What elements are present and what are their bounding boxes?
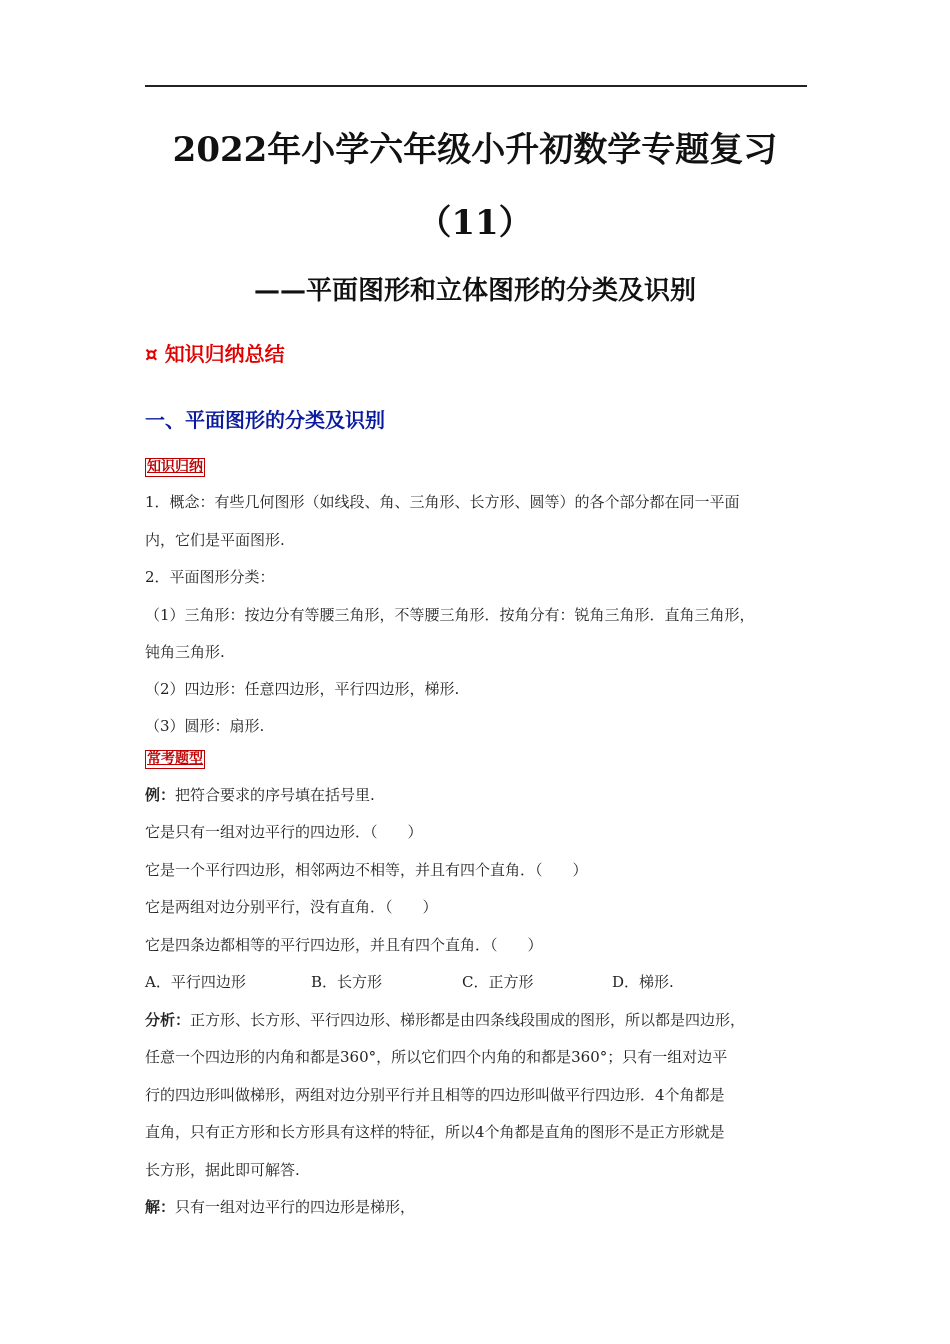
option-d: D．梯形. — [612, 973, 674, 991]
example-line — [145, 785, 817, 805]
knowledge-summary-heading: ¤ 知识归纳总结 — [145, 342, 285, 366]
quadrilateral-line: （2）四边形：任意四边形，平行四边形，梯形. — [145, 680, 460, 698]
common-questions-tag: 常考题型 — [147, 751, 203, 767]
triangle-line-1: （1）三角形：按边分有等腰三角形，不等腰三角形．按角分有：锐角三角形．直角三角形， — [145, 606, 755, 624]
analysis-text-1: 正方形、长方形、平行四边形、梯形都是由四条线段围成的图形，所以都是四边形， — [190, 1011, 746, 1029]
question-4: 它是四条边都相等的平行四边形，并且有四个直角．（ ） — [145, 936, 543, 954]
solution-label: 解： — [145, 1198, 176, 1216]
triangle-line-2: 钝角三角形. — [145, 643, 225, 661]
concept-line-2: 内，它们是平面图形. — [145, 531, 285, 549]
analysis-line-5: 长方形，据此即可解答. — [145, 1161, 300, 1179]
analysis-line-3: 行的四边形叫做梯形，两组对边分别平行并且相等的四边形叫做平行四边形．4个角都是 — [145, 1086, 725, 1104]
example-label: 例： — [145, 786, 176, 804]
question-1: 它是只有一组对边平行的四边形．（ ） — [145, 823, 423, 841]
option-b: B．长方形 — [311, 973, 383, 991]
header-rule — [145, 85, 807, 87]
question-3: 它是两组对边分别平行，没有直角．（ ） — [145, 898, 438, 916]
solution-line — [145, 1197, 817, 1217]
example-text: 把符合要求的序号填在括号里. — [175, 786, 375, 804]
page-title-number: （11） — [417, 203, 533, 243]
solution-text: 只有一组对边平行的四边形是梯形， — [175, 1198, 416, 1216]
analysis-line-2: 任意一个四边形的内角和都是360°，所以它们四个内角的和都是360°；只有一组对边平 — [145, 1048, 728, 1066]
concept-line-1: 1．概念：有些几何图形（如线段、角、三角形、长方形、圆等）的各个部分都在同一平面 — [145, 493, 740, 511]
analysis-label: 分析： — [145, 1011, 191, 1029]
circle-line: （3）圆形：扇形. — [145, 717, 265, 735]
option-a: A．平行四边形 — [145, 973, 246, 991]
question-2: 它是一个平行四边形，相邻两边不相等，并且有四个直角．（ ） — [145, 861, 588, 879]
knowledge-tag: 知识归纳 — [147, 459, 203, 475]
analysis-line-4: 直角，只有正方形和长方形具有这样的特征，所以4个角都是直角的图形不是正方形就是 — [145, 1123, 725, 1141]
classification-heading: 2．平面图形分类： — [145, 568, 275, 586]
analysis-line-1 — [145, 1010, 817, 1030]
page-title: 2022年小学六年级小升初数学专题复习 — [172, 130, 778, 170]
section-heading: 一、平面图形的分类及识别 — [145, 408, 385, 432]
option-c: C．正方形 — [462, 973, 534, 991]
page-subtitle: ——平面图形和立体图形的分类及识别 — [253, 276, 696, 306]
